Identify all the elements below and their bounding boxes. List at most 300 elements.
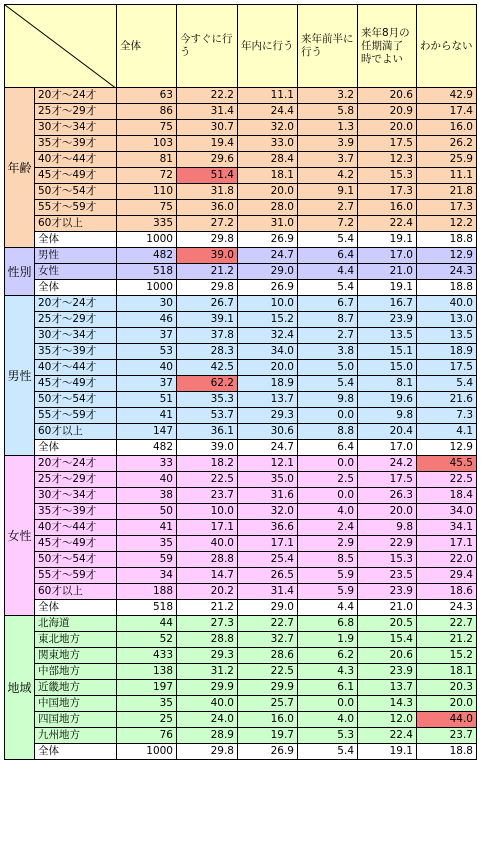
percentage-cell: 15.2 <box>417 648 477 664</box>
percentage-cell: 5.4 <box>417 376 477 392</box>
header-row <box>5 5 477 88</box>
header-cell-total: 全体 <box>117 5 177 88</box>
percentage-cell: 10.0 <box>177 504 238 520</box>
row-label: 全体 <box>35 600 117 616</box>
row-label: 25才～29才 <box>35 104 117 120</box>
percentage-cell: 24.7 <box>238 248 298 264</box>
percentage-cell: 40.0 <box>177 536 238 552</box>
percentage-cell: 8.8 <box>298 424 358 440</box>
respondent-count-cell: 1000 <box>117 280 177 296</box>
row-label: 近畿地方 <box>35 680 117 696</box>
percentage-cell: 2.7 <box>298 328 358 344</box>
group-label-age: 年齢 <box>5 88 35 248</box>
header-cell-next-year-first-half: 来年前半に行う <box>298 5 358 88</box>
row-label: 北海道 <box>35 616 117 632</box>
percentage-cell: 20.0 <box>238 184 298 200</box>
table-row <box>5 488 477 504</box>
percentage-cell: 17.5 <box>417 360 477 376</box>
percentage-cell: 31.6 <box>238 488 298 504</box>
respondent-count-cell: 35 <box>117 536 177 552</box>
percentage-cell: 19.7 <box>238 728 298 744</box>
row-label: 35才～39才 <box>35 504 117 520</box>
respondent-count-cell: 81 <box>117 152 177 168</box>
row-label: 25才～29才 <box>35 312 117 328</box>
percentage-cell: 2.4 <box>298 520 358 536</box>
percentage-cell: 20.3 <box>417 680 477 696</box>
percentage-cell: 28.9 <box>177 728 238 744</box>
table-row <box>5 88 477 104</box>
percentage-cell: 15.3 <box>358 552 417 568</box>
table-row <box>5 312 477 328</box>
respondent-count-cell: 33 <box>117 456 177 472</box>
respondent-count-cell: 59 <box>117 552 177 568</box>
respondent-count-cell: 38 <box>117 488 177 504</box>
row-label: 55才～59才 <box>35 200 117 216</box>
percentage-cell: 17.1 <box>177 520 238 536</box>
percentage-cell: 28.0 <box>238 200 298 216</box>
table-row <box>5 728 477 744</box>
percentage-cell: 0.0 <box>298 408 358 424</box>
respondent-count-cell: 518 <box>117 600 177 616</box>
percentage-cell: 6.8 <box>298 616 358 632</box>
percentage-cell: 17.5 <box>358 472 417 488</box>
table-row <box>5 456 477 472</box>
percentage-cell: 5.3 <box>298 728 358 744</box>
percentage-cell: 24.7 <box>238 440 298 456</box>
percentage-cell: 20.0 <box>358 504 417 520</box>
row-label: 20才～24才 <box>35 296 117 312</box>
percentage-cell: 25.9 <box>417 152 477 168</box>
percentage-cell: 32.0 <box>238 504 298 520</box>
percentage-cell: 16.0 <box>358 200 417 216</box>
percentage-cell: 12.9 <box>417 248 477 264</box>
percentage-cell: 8.5 <box>298 552 358 568</box>
percentage-cell: 42.9 <box>417 88 477 104</box>
table-row <box>5 104 477 120</box>
percentage-cell: 24.0 <box>177 712 238 728</box>
percentage-cell: 34.0 <box>238 344 298 360</box>
row-label: 四国地方 <box>35 712 117 728</box>
row-label: 東北地方 <box>35 632 117 648</box>
percentage-cell: 27.3 <box>177 616 238 632</box>
respondent-count-cell: 46 <box>117 312 177 328</box>
row-label: 20才～24才 <box>35 88 117 104</box>
percentage-cell: 17.4 <box>417 104 477 120</box>
row-label: 40才～44才 <box>35 520 117 536</box>
row-label: 男性 <box>35 248 117 264</box>
respondent-count-cell: 50 <box>117 504 177 520</box>
percentage-cell: 22.5 <box>417 472 477 488</box>
percentage-cell: 16.0 <box>417 120 477 136</box>
total-row <box>5 744 477 760</box>
percentage-cell: 21.2 <box>417 632 477 648</box>
percentage-cell: 31.0 <box>238 216 298 232</box>
row-label: 25才～29才 <box>35 472 117 488</box>
row-label: 40才～44才 <box>35 152 117 168</box>
percentage-cell: 24.3 <box>417 600 477 616</box>
percentage-cell: 40.0 <box>177 696 238 712</box>
row-label: 45才～49才 <box>35 536 117 552</box>
percentage-cell: 12.9 <box>417 440 477 456</box>
percentage-cell: 39.1 <box>177 312 238 328</box>
respondent-count-cell: 72 <box>117 168 177 184</box>
percentage-cell: 26.9 <box>238 232 298 248</box>
table-row <box>5 344 477 360</box>
percentage-cell: 3.8 <box>298 344 358 360</box>
percentage-cell: 17.1 <box>417 536 477 552</box>
row-label: 女性 <box>35 264 117 280</box>
percentage-cell: 32.7 <box>238 632 298 648</box>
table-row <box>5 216 477 232</box>
percentage-cell: 18.9 <box>417 344 477 360</box>
percentage-cell: 22.2 <box>177 88 238 104</box>
percentage-cell: 31.2 <box>177 664 238 680</box>
percentage-cell: 39.0 <box>177 248 238 264</box>
percentage-cell: 36.0 <box>177 200 238 216</box>
respondent-count-cell: 103 <box>117 136 177 152</box>
percentage-cell: 20.6 <box>358 648 417 664</box>
percentage-cell: 20.9 <box>358 104 417 120</box>
table-row <box>5 184 477 200</box>
percentage-cell: 22.7 <box>238 616 298 632</box>
percentage-cell: 6.2 <box>298 648 358 664</box>
respondent-count-cell: 41 <box>117 520 177 536</box>
total-row <box>5 440 477 456</box>
percentage-cell: 29.3 <box>177 648 238 664</box>
percentage-cell: 0.0 <box>298 696 358 712</box>
percentage-cell: 18.9 <box>238 376 298 392</box>
percentage-cell: 53.7 <box>177 408 238 424</box>
percentage-cell: 26.3 <box>358 488 417 504</box>
percentage-cell: 8.7 <box>298 312 358 328</box>
percentage-cell: 24.4 <box>238 104 298 120</box>
respondent-count-cell: 37 <box>117 328 177 344</box>
percentage-cell: 12.1 <box>238 456 298 472</box>
percentage-cell: 9.8 <box>298 392 358 408</box>
percentage-cell: 23.9 <box>358 584 417 600</box>
percentage-cell: 19.4 <box>177 136 238 152</box>
row-label: 35才～39才 <box>35 344 117 360</box>
percentage-cell: 25.7 <box>238 696 298 712</box>
row-label: 55才～59才 <box>35 408 117 424</box>
percentage-cell: 17.1 <box>238 536 298 552</box>
table-row <box>5 376 477 392</box>
row-label: 45才～49才 <box>35 376 117 392</box>
percentage-cell: 18.1 <box>238 168 298 184</box>
percentage-cell: 19.1 <box>358 744 417 760</box>
percentage-cell: 5.9 <box>298 568 358 584</box>
percentage-cell: 8.1 <box>358 376 417 392</box>
respondent-count-cell: 335 <box>117 216 177 232</box>
percentage-cell: 20.5 <box>358 616 417 632</box>
percentage-cell: 4.4 <box>298 264 358 280</box>
percentage-cell: 13.5 <box>358 328 417 344</box>
row-label: 60才以上 <box>35 216 117 232</box>
percentage-cell: 26.2 <box>417 136 477 152</box>
table-row <box>5 360 477 376</box>
respondent-count-cell: 75 <box>117 120 177 136</box>
percentage-cell: 39.0 <box>177 440 238 456</box>
percentage-cell: 15.2 <box>238 312 298 328</box>
percentage-cell: 34.1 <box>417 520 477 536</box>
percentage-cell: 13.7 <box>358 680 417 696</box>
respondent-count-cell: 482 <box>117 440 177 456</box>
percentage-cell: 18.6 <box>417 584 477 600</box>
percentage-cell: 30.6 <box>238 424 298 440</box>
respondent-count-cell: 51 <box>117 392 177 408</box>
corner-cell <box>5 5 117 88</box>
respondent-count-cell: 35 <box>117 696 177 712</box>
percentage-cell: 22.5 <box>177 472 238 488</box>
percentage-cell: 16.7 <box>358 296 417 312</box>
percentage-cell: 34.0 <box>417 504 477 520</box>
percentage-cell: 37.8 <box>177 328 238 344</box>
table-row <box>5 568 477 584</box>
percentage-cell: 26.9 <box>238 280 298 296</box>
percentage-cell: 13.7 <box>238 392 298 408</box>
percentage-cell: 4.0 <box>298 504 358 520</box>
percentage-cell: 19.1 <box>358 280 417 296</box>
percentage-cell: 21.2 <box>177 600 238 616</box>
group-label-male: 男性 <box>5 296 35 456</box>
percentage-cell: 26.7 <box>177 296 238 312</box>
percentage-cell: 18.4 <box>417 488 477 504</box>
row-label: 60才以上 <box>35 584 117 600</box>
respondent-count-cell: 53 <box>117 344 177 360</box>
percentage-cell: 20.0 <box>358 120 417 136</box>
percentage-cell: 36.1 <box>177 424 238 440</box>
percentage-cell: 6.4 <box>298 248 358 264</box>
percentage-cell: 5.9 <box>298 584 358 600</box>
percentage-cell: 18.1 <box>417 664 477 680</box>
percentage-cell: 24.2 <box>358 456 417 472</box>
percentage-cell: 22.0 <box>417 552 477 568</box>
percentage-cell: 6.7 <box>298 296 358 312</box>
percentage-cell: 10.0 <box>238 296 298 312</box>
percentage-cell: 9.8 <box>358 520 417 536</box>
percentage-cell: 11.1 <box>238 88 298 104</box>
percentage-cell: 0.0 <box>298 456 358 472</box>
respondent-count-cell: 44 <box>117 616 177 632</box>
row-label: 全体 <box>35 232 117 248</box>
row-label: 全体 <box>35 744 117 760</box>
respondent-count-cell: 41 <box>117 408 177 424</box>
percentage-cell: 29.9 <box>177 680 238 696</box>
percentage-cell: 62.2 <box>177 376 238 392</box>
percentage-cell: 29.0 <box>238 600 298 616</box>
percentage-cell: 6.1 <box>298 680 358 696</box>
respondent-count-cell: 433 <box>117 648 177 664</box>
table-row <box>5 392 477 408</box>
percentage-cell: 29.3 <box>238 408 298 424</box>
respondent-count-cell: 86 <box>117 104 177 120</box>
respondent-count-cell: 34 <box>117 568 177 584</box>
percentage-cell: 18.8 <box>417 744 477 760</box>
percentage-cell: 22.4 <box>358 216 417 232</box>
percentage-cell: 21.0 <box>358 264 417 280</box>
percentage-cell: 29.6 <box>177 152 238 168</box>
percentage-cell: 23.7 <box>177 488 238 504</box>
percentage-cell: 23.9 <box>358 312 417 328</box>
percentage-cell: 31.8 <box>177 184 238 200</box>
percentage-cell: 4.0 <box>298 712 358 728</box>
respondent-count-cell: 76 <box>117 728 177 744</box>
table-row <box>5 408 477 424</box>
table-row <box>5 680 477 696</box>
percentage-cell: 18.8 <box>417 280 477 296</box>
percentage-cell: 30.7 <box>177 120 238 136</box>
respondent-count-cell: 40 <box>117 472 177 488</box>
table-row <box>5 248 477 264</box>
percentage-cell: 51.4 <box>177 168 238 184</box>
table-row <box>5 632 477 648</box>
row-label: 全体 <box>35 440 117 456</box>
percentage-cell: 1.3 <box>298 120 358 136</box>
respondent-count-cell: 25 <box>117 712 177 728</box>
percentage-cell: 31.4 <box>177 104 238 120</box>
row-label: 中部地方 <box>35 664 117 680</box>
table-row <box>5 136 477 152</box>
row-label: 35才～39才 <box>35 136 117 152</box>
percentage-cell: 3.9 <box>298 136 358 152</box>
percentage-cell: 0.0 <box>298 488 358 504</box>
row-label: 30才～34才 <box>35 328 117 344</box>
table-row <box>5 472 477 488</box>
table-row <box>5 552 477 568</box>
table-row <box>5 504 477 520</box>
row-label: 20才～24才 <box>35 456 117 472</box>
table-row <box>5 328 477 344</box>
percentage-cell: 2.7 <box>298 200 358 216</box>
percentage-cell: 1.9 <box>298 632 358 648</box>
percentage-cell: 22.5 <box>238 664 298 680</box>
percentage-cell: 4.3 <box>298 664 358 680</box>
row-label: 55才～59才 <box>35 568 117 584</box>
table-row <box>5 616 477 632</box>
percentage-cell: 33.0 <box>238 136 298 152</box>
survey-table <box>4 4 477 760</box>
percentage-cell: 36.6 <box>238 520 298 536</box>
survey-table-container <box>4 4 477 760</box>
row-label: 30才～34才 <box>35 120 117 136</box>
percentage-cell: 5.8 <box>298 104 358 120</box>
percentage-cell: 2.5 <box>298 472 358 488</box>
respondent-count-cell: 1000 <box>117 232 177 248</box>
header-cell-this-year: 年内に行う <box>238 5 298 88</box>
percentage-cell: 7.2 <box>298 216 358 232</box>
percentage-cell: 13.5 <box>417 328 477 344</box>
row-label: 九州地方 <box>35 728 117 744</box>
percentage-cell: 25.4 <box>238 552 298 568</box>
percentage-cell: 29.9 <box>238 680 298 696</box>
percentage-cell: 19.6 <box>358 392 417 408</box>
percentage-cell: 20.0 <box>238 360 298 376</box>
respondent-count-cell: 75 <box>117 200 177 216</box>
respondent-count-cell: 110 <box>117 184 177 200</box>
table-row <box>5 152 477 168</box>
survey-table-body <box>5 5 477 760</box>
percentage-cell: 23.7 <box>417 728 477 744</box>
row-label: 50才～54才 <box>35 392 117 408</box>
percentage-cell: 21.2 <box>177 264 238 280</box>
table-row <box>5 200 477 216</box>
percentage-cell: 22.9 <box>358 536 417 552</box>
percentage-cell: 29.8 <box>177 280 238 296</box>
percentage-cell: 6.4 <box>298 440 358 456</box>
header-cell-unknown: わからない <box>417 5 477 88</box>
percentage-cell: 15.1 <box>358 344 417 360</box>
respondent-count-cell: 482 <box>117 248 177 264</box>
respondent-count-cell: 147 <box>117 424 177 440</box>
percentage-cell: 20.0 <box>417 696 477 712</box>
percentage-cell: 11.1 <box>417 168 477 184</box>
percentage-cell: 26.9 <box>238 744 298 760</box>
percentage-cell: 17.0 <box>358 248 417 264</box>
percentage-cell: 28.8 <box>177 552 238 568</box>
respondent-count-cell: 63 <box>117 88 177 104</box>
row-label: 50才～54才 <box>35 184 117 200</box>
percentage-cell: 35.0 <box>238 472 298 488</box>
percentage-cell: 2.9 <box>298 536 358 552</box>
percentage-cell: 5.4 <box>298 744 358 760</box>
percentage-cell: 28.4 <box>238 152 298 168</box>
table-row <box>5 264 477 280</box>
percentage-cell: 15.3 <box>358 168 417 184</box>
percentage-cell: 12.0 <box>358 712 417 728</box>
percentage-cell: 17.3 <box>358 184 417 200</box>
table-row <box>5 584 477 600</box>
row-label: 30才～34才 <box>35 488 117 504</box>
total-row <box>5 232 477 248</box>
percentage-cell: 22.7 <box>417 616 477 632</box>
percentage-cell: 27.2 <box>177 216 238 232</box>
row-label: 全体 <box>35 280 117 296</box>
row-label: 50才～54才 <box>35 552 117 568</box>
group-label-gender: 性別 <box>5 248 35 296</box>
percentage-cell: 21.8 <box>417 184 477 200</box>
percentage-cell: 22.4 <box>358 728 417 744</box>
percentage-cell: 5.4 <box>298 376 358 392</box>
percentage-cell: 20.4 <box>358 424 417 440</box>
percentage-cell: 3.2 <box>298 88 358 104</box>
percentage-cell: 14.7 <box>177 568 238 584</box>
row-label: 60才以上 <box>35 424 117 440</box>
percentage-cell: 19.1 <box>358 232 417 248</box>
respondent-count-cell: 37 <box>117 376 177 392</box>
group-label-female: 女性 <box>5 456 35 616</box>
row-label: 45才～49才 <box>35 168 117 184</box>
percentage-cell: 20.2 <box>177 584 238 600</box>
percentage-cell: 45.5 <box>417 456 477 472</box>
row-label: 中国地方 <box>35 696 117 712</box>
table-row <box>5 696 477 712</box>
percentage-cell: 42.5 <box>177 360 238 376</box>
percentage-cell: 17.0 <box>358 440 417 456</box>
respondent-count-cell: 197 <box>117 680 177 696</box>
percentage-cell: 12.2 <box>417 216 477 232</box>
respondent-count-cell: 1000 <box>117 744 177 760</box>
respondent-count-cell: 52 <box>117 632 177 648</box>
percentage-cell: 28.8 <box>177 632 238 648</box>
percentage-cell: 21.6 <box>417 392 477 408</box>
percentage-cell: 15.0 <box>358 360 417 376</box>
percentage-cell: 5.4 <box>298 280 358 296</box>
percentage-cell: 16.0 <box>238 712 298 728</box>
respondent-count-cell: 30 <box>117 296 177 312</box>
percentage-cell: 35.3 <box>177 392 238 408</box>
table-row <box>5 712 477 728</box>
percentage-cell: 23.9 <box>358 664 417 680</box>
